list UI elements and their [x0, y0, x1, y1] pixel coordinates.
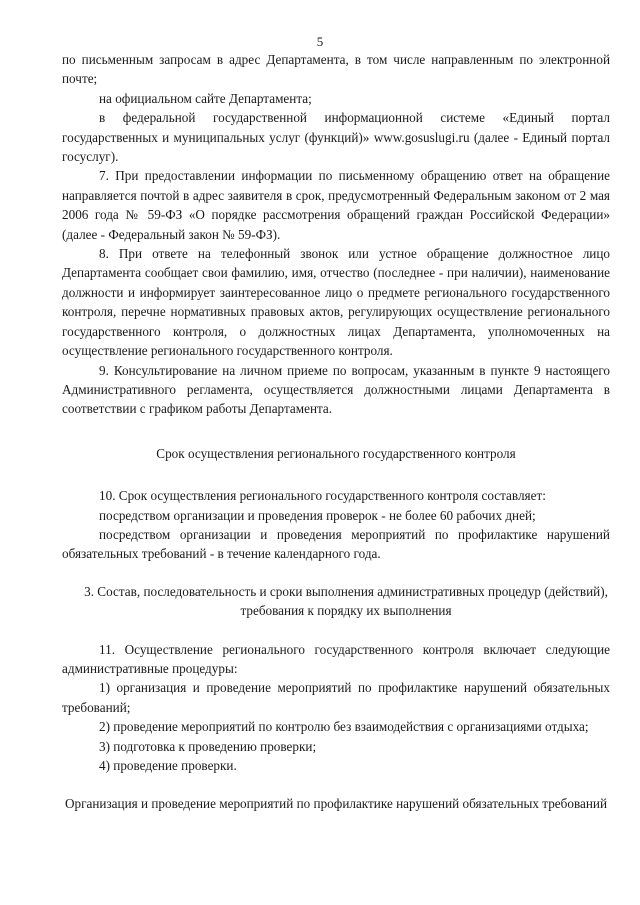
- list-item-1: 1) организация и проведение мероприятий по профилактике нарушений обязательных требований;: [62, 680, 610, 715]
- paragraph-inspections-term: посредством организации и проведения проверок - не более 60 рабочих дней;: [99, 507, 536, 523]
- paragraph-prevention-term: посредством организации и проведения мероприятий по профилактике нарушений обязательных требований - в течение календарного года.: [62, 526, 610, 562]
- paragraph-written-requests: по письменным запросам в адрес Департамента, в том числе направленным по электронной почте;: [62, 52, 610, 87]
- paragraph-item-8: 8. При ответе на телефонный звонок или устное обращение должностное лицо Департамента сообщает свои фамилию, имя, отчество (последнее - при наличии), наименование должности и информирует заинтересованное лицо о предмете регионального государственного контроля, перечне нормативных правовых актов, регулирующих осуществление регионального государственного контроля, о должностных лицах Департамента, уполномоченных на осуществление регионального государственного контроля.: [62, 246, 610, 359]
- heading-control-term: Срок осуществления регионального государственного контроля: [156, 445, 516, 461]
- paragraph-item-10: 10. Срок осуществления регионального государственного контроля составляет:: [99, 488, 546, 504]
- paragraph-federal-portal: в федеральной государственной информационной системе «Единый портал государственных и муниципальных услуг (функций)» www.gosuslugi.ru (далее - Единый портал госуслуг).: [62, 110, 610, 165]
- paragraph-item-9: 9. Консультирование на личном приеме по вопросам, указанным в пункте 9 настоящего Административного регламента, осуществляется должностными лицами Департамента в соответствии с графиком работы Департамента.: [62, 362, 610, 417]
- list-item-2: 2) проведение мероприятий по контролю без взаимодействия с организациями отдыха;: [99, 719, 589, 735]
- paragraph-official-site: на официальном сайте Департамента;: [99, 90, 312, 106]
- heading-prevention: Организация и проведение мероприятий по профилактике нарушений обязательных требований: [64, 796, 608, 812]
- heading-section-3: 3. Состав, последовательность и сроки выполнения административных процедур (действий), требования к порядку их выполнения: [84, 583, 608, 619]
- list-item-4: 4) проведение проверки.: [99, 758, 237, 773]
- paragraph-item-11: 11. Осуществление регионального государственного контроля включает следующие административные процедуры:: [62, 641, 610, 676]
- paragraph-item-7: 7. При предоставлении информации по письменному обращению ответ на обращение направляется почтой в адрес заявителя в срок, предусмотренный Федеральным законом от 2 мая 2006 года № 59-ФЗ «О порядке рассмотрения обращений граждан Российской Федерации» (далее - Федеральный закон № 59-ФЗ).: [62, 168, 610, 242]
- page-number: 5: [316, 34, 324, 49]
- document-body: [62, 50, 610, 814]
- list-item-3: 3) подготовка к проведению проверки;: [99, 738, 317, 754]
